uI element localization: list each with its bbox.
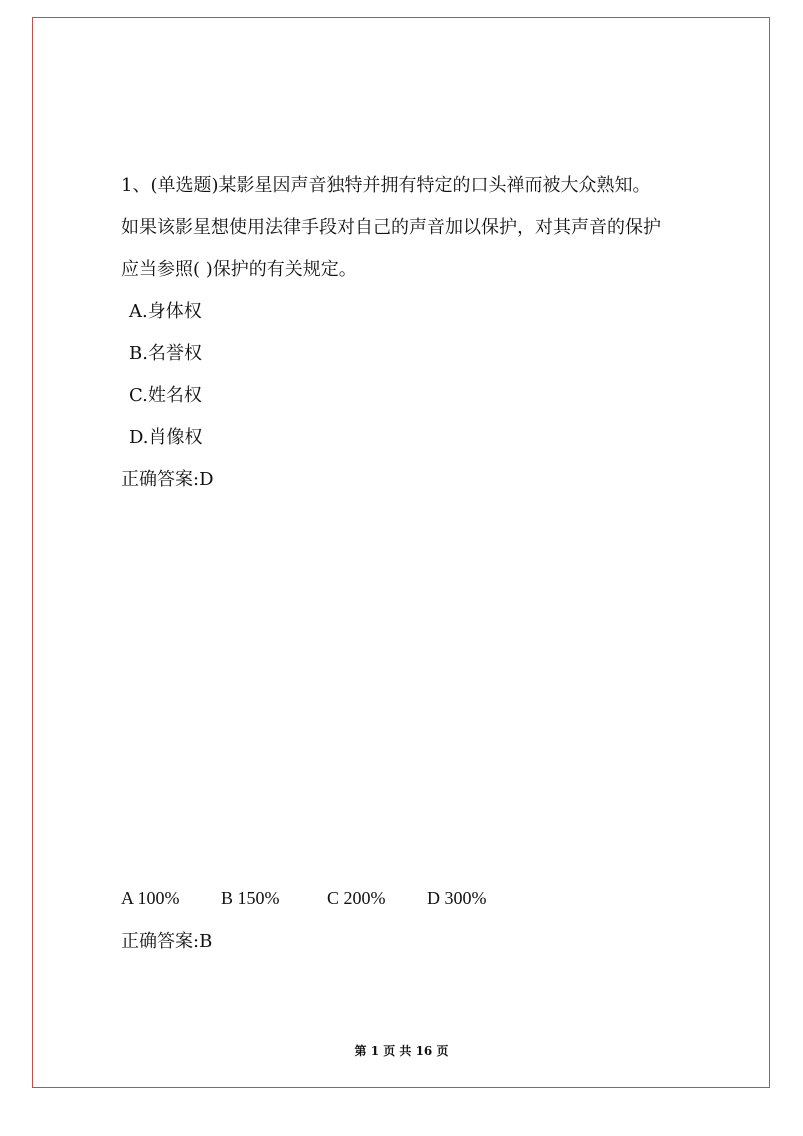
option-b: B.名誉权	[129, 343, 202, 364]
option-d: D.肖像权	[129, 427, 203, 448]
question-line-3: 应当参照( )保护的有关规定。	[121, 259, 357, 280]
option-c: C.姓名权	[129, 385, 202, 406]
scale-option-c: C 200%	[327, 888, 386, 908]
option-a: A.身体权	[129, 301, 202, 322]
scale-option-b: B 150%	[221, 888, 280, 908]
scale-option-a: A 100%	[121, 888, 180, 908]
question-line-1: 1、(单选题)某影星因声音独特并拥有特定的口头禅而被大众熟知。	[121, 175, 651, 196]
scale-option-d: D 300%	[427, 888, 487, 908]
question-line-2: 如果该影星想使用法律手段对自己的声音加以保护，对其声音的保护	[121, 217, 661, 238]
correct-answer-1: 正确答案:D	[121, 469, 214, 490]
page-footer: 第 1 页 共 16 页	[354, 1044, 449, 1058]
correct-answer-2: 正确答案:B	[121, 931, 213, 952]
